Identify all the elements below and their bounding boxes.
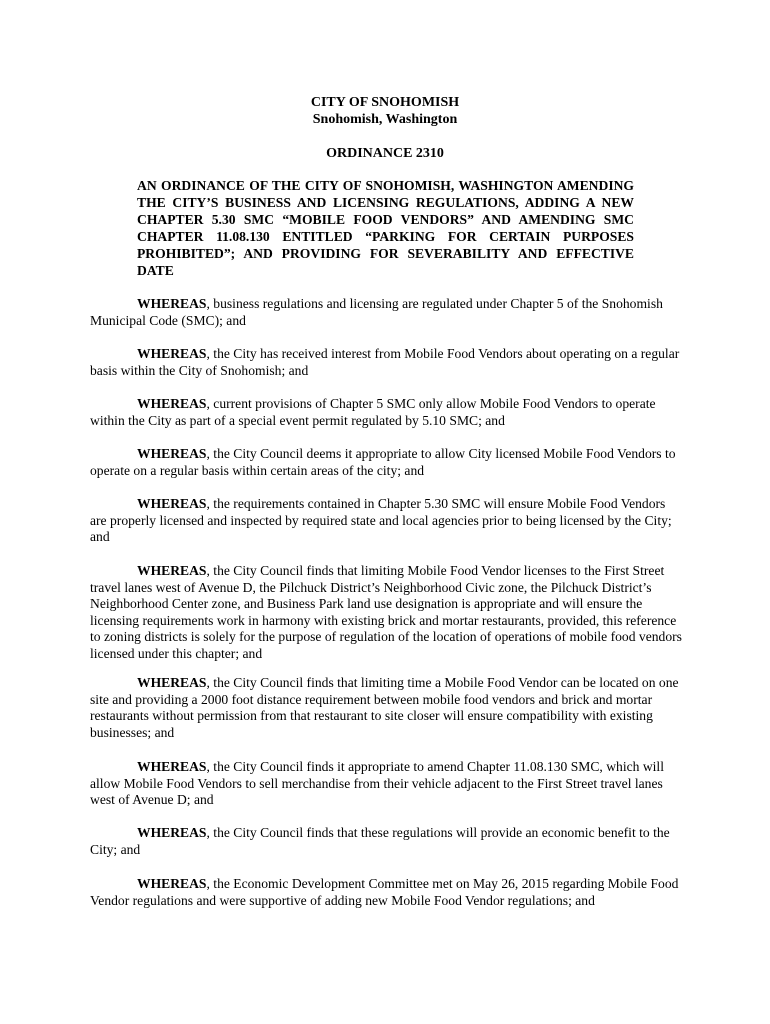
recital-lead: WHEREAS — [137, 296, 207, 311]
recital-lead: WHEREAS — [137, 496, 207, 511]
recital-paragraph — [90, 346, 682, 379]
location-heading: Snohomish, Washington — [312, 112, 458, 127]
recital-lead: WHEREAS — [137, 825, 207, 840]
city-heading: CITY OF SNOHOMISH — [310, 95, 460, 110]
recital-lead: WHEREAS — [137, 675, 207, 690]
recital-lead: WHEREAS — [137, 446, 207, 461]
recital-paragraph — [90, 563, 682, 662]
recital-text: , the City Council deems it appropriate to allow City licensed Mobile Food Vendors to operate on a regular basis within certain areas of the city; and — [90, 446, 676, 478]
recital-text: , current provisions of Chapter 5 SMC only allow Mobile Food Vendors to operate within the City as part of a special event permit regulated by 5.10 SMC; and — [90, 396, 656, 428]
recital-text: , the City Council finds that limiting time a Mobile Food Vendor can be located on one site and providing a 2000 foot distance requirement between mobile food vendors and brick and mortar restaurants without permission from that restaurant to site closer will ensure compatibility with existing businesses; and — [90, 675, 679, 740]
recital-text: , the requirements contained in Chapter 5.30 SMC will ensure Mobile Food Vendors are properly licensed and inspected by required state and local agencies prior to being licensed by the City; and — [90, 496, 672, 544]
recital-text: , business regulations and licensing are regulated under Chapter 5 of the Snohomish Municipal Code (SMC); and — [90, 296, 663, 328]
recital-lead: WHEREAS — [137, 396, 207, 411]
recital-text: , the City Council finds that these regulations will provide an economic benefit to the City; and — [90, 825, 670, 857]
recital-paragraph — [90, 446, 682, 479]
recital-lead: WHEREAS — [137, 759, 207, 774]
recital-paragraph — [90, 496, 682, 546]
recital-paragraph — [90, 296, 682, 329]
recital-text: , the Economic Development Committee met on May 26, 2015 regarding Mobile Food Vendor regulations and were supportive of adding new Mobile Food Vendor regulations; and — [90, 876, 679, 908]
recital-lead: WHEREAS — [137, 563, 207, 578]
recital-text: , the City Council finds it appropriate to amend Chapter 11.08.130 SMC, which will allow Mobile Food Vendors to sell merchandise from their vehicle adjacent to the First Street travel lanes west of Avenue D; and — [90, 759, 664, 807]
recital-paragraph — [90, 876, 682, 909]
recital-lead: WHEREAS — [137, 346, 207, 361]
ordinance-title: AN ORDINANCE OF THE CITY OF SNOHOMISH, WASHINGTON AMENDING THE CITY’S BUSINESS AND LICENSING REGULATIONS, ADDING A NEW CHAPTER 5.30 SMC “MOBILE FOOD VENDORS” AND AMENDING SMC CHAPTER 11.08.130 ENTITLED “PARKING FOR CERTAIN PURPOSES PROHIBITED”; AND PROVIDING FOR SEVERABILITY AND EFFECTIVE DATE — [137, 178, 634, 278]
recital-lead: WHEREAS — [137, 876, 207, 891]
recital-paragraph — [90, 396, 682, 429]
recital-paragraph — [90, 759, 682, 809]
recital-text: , the City Council finds that limiting Mobile Food Vendor licenses to the First Street travel lanes west of Avenue D, the Pilchuck District’s Neighborhood Civic zone, the Pilchuck District’s Neighborhood Center zone, and Business Park land use designation is appropriate and will ensure the licensing requirements work in harmony with existing brick and mortar restaurants, provided, this reference to zoning districts is solely for the purpose of regulation of the location of operations of mobile food vendors licensed under this chapter; and — [90, 563, 682, 661]
recital-text: , the City has received interest from Mobile Food Vendors about operating on a regular basis within the City of Snohomish; and — [90, 346, 680, 378]
recital-paragraph — [90, 675, 682, 741]
ordinance-number: ORDINANCE 2310 — [326, 146, 444, 161]
recital-paragraph — [90, 825, 682, 858]
